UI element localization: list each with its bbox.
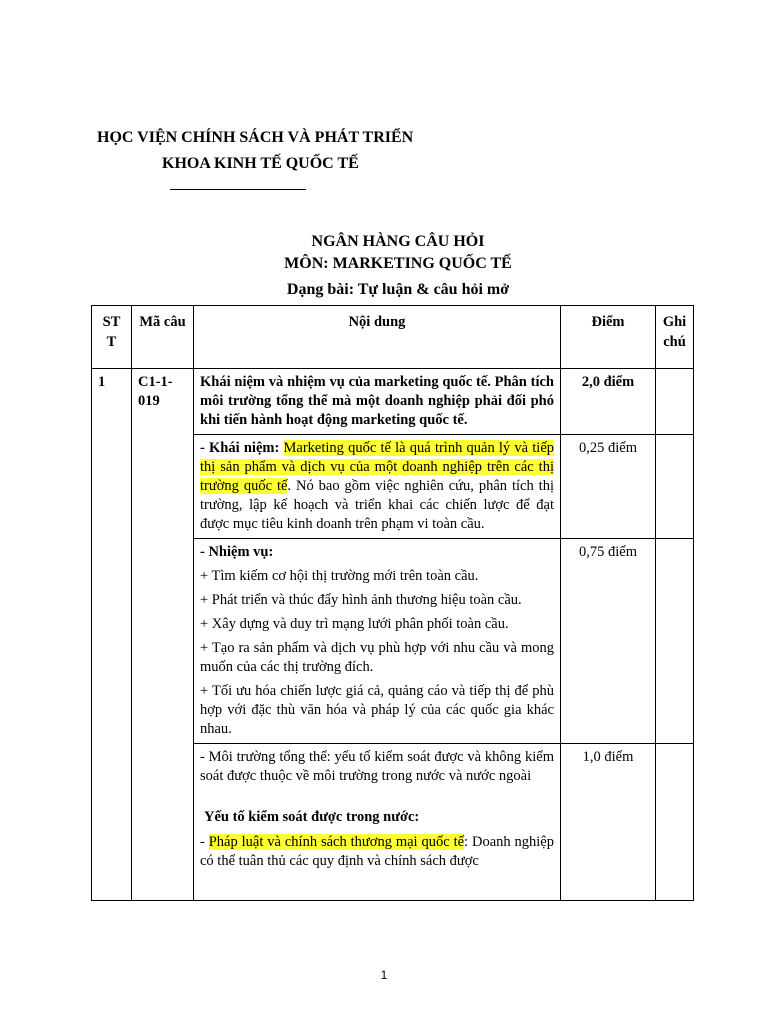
- tasks-cell: [194, 539, 561, 744]
- header-underline: [170, 189, 306, 190]
- header-diem: Điểm: [561, 306, 656, 369]
- task-item: + Phát triển và thúc đẩy hình ảnh thương hiệu toàn cầu.: [200, 592, 522, 608]
- question-number: 1: [92, 369, 132, 901]
- header-ghi-chu: Ghi chú: [656, 306, 694, 369]
- spacer: [200, 786, 554, 808]
- environment-item-highlight: Pháp luật và chính sách thương mại quốc tế: [208, 834, 465, 850]
- concept-cell: [194, 435, 561, 539]
- tasks-label: [200, 543, 554, 562]
- header-noi-dung: Nội dung: [194, 306, 561, 369]
- table-row: [92, 369, 694, 435]
- environment-item-prefix: -: [200, 834, 209, 850]
- question-text: Khái niệm và nhiệm vụ của marketing quốc tế. Phân tích môi trường tổng thể mà một doanh nghiệp phải đối phó khi tiến hành hoạt động marketing quốc tế.: [194, 369, 561, 435]
- environment-points: 1,0 điểm: [561, 744, 656, 901]
- environment-intro: - Môi trường tổng thể: yếu tố kiểm soát được và không kiểm soát được thuộc về môi trường trong nước và nước ngoài: [200, 749, 554, 784]
- concept-note: [656, 435, 694, 539]
- doc-title: NGÂN HÀNG CÂU HỎI: [311, 233, 485, 250]
- concept-points: 0,25 điểm: [561, 435, 656, 539]
- header-stt: ST T: [92, 306, 132, 369]
- environment-subheading: Yếu tố kiểm soát được trong nước:: [204, 809, 420, 825]
- tasks-note: [656, 539, 694, 744]
- task-item: + Xây dựng và duy trì mạng lưới phân phối toàn cầu.: [200, 616, 509, 632]
- concept-definition-highlight: Marketing quốc tế là quá trình quản lý và tiếp thị sản phẩm và dịch vụ của một doanh nghiệp trên các thị trường quốc tế: [200, 440, 555, 494]
- environment-item: [200, 833, 554, 871]
- environment-note: [656, 744, 694, 901]
- table-header-row: [92, 306, 694, 369]
- task-item: + Tối ưu hóa chiến lược giá cả, quảng cáo và tiếp thị để phù hợp với đặc thù văn hóa và pháp lý của các quốc gia khác nhau.: [200, 683, 554, 737]
- doc-question-type: Dạng bài: Tự luận & câu hỏi mở: [286, 281, 510, 298]
- tasks-points: 0,75 điểm: [561, 539, 656, 744]
- tasks-label-text: - Nhiệm vụ:: [200, 544, 274, 560]
- question-points: 2,0 điểm: [561, 369, 656, 435]
- question-note: [656, 369, 694, 435]
- question-code: C1-1-019: [132, 369, 194, 901]
- task-item: + Tìm kiếm cơ hội thị trường mới trên toàn cầu.: [200, 568, 479, 584]
- environment-content: [200, 748, 554, 896]
- concept-definition-rest: . Nó bao gồm việc nghiên cứu, phân tích thị trường, lập kế hoạch và triển khai các chiến lược để đạt được mục tiêu kinh doanh trên phạm vi toàn cầu.: [200, 478, 554, 532]
- environment-cell: [194, 744, 561, 901]
- environment-item-rest: : Doanh nghiệp có thể tuân thủ các quy định và chính sách được: [200, 834, 554, 869]
- institution-name: HỌC VIỆN CHÍNH SÁCH VÀ PHÁT TRIỂN: [97, 129, 414, 146]
- faculty-name: KHOA KINH TẾ QUỐC TẾ: [162, 155, 359, 172]
- task-item: + Tạo ra sản phẩm và dịch vụ phù hợp với nhu cầu và mong muốn của các thị trường đích.: [200, 640, 554, 675]
- concept-label: - Khái niệm:: [200, 440, 280, 456]
- doc-subject: MÔN: MARKETING QUỐC TẾ: [284, 255, 512, 272]
- header-ma-cau: Mã câu: [132, 306, 194, 369]
- question-bank-table: [91, 305, 694, 901]
- page-number: 1: [380, 968, 388, 982]
